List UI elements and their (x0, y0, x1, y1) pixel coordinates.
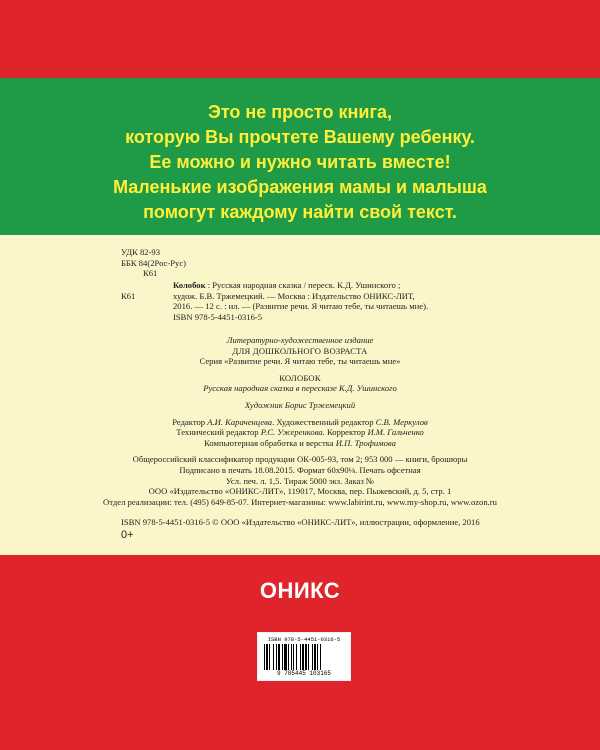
editors-line-2: Технический редактор Р.С. Ужеренкова. Корректор И.М. Гальченко (176, 427, 424, 438)
promo-line: Это не просто книга, (208, 102, 392, 122)
editors-line-3: Компьютерная обработка и верстка И.П. Трофимова (204, 437, 396, 448)
barcode-isbn: ISBN 978-5-4451-0316-5 (267, 636, 341, 643)
entry-line-3: 2016. — 12 с. : ил. — (Развитие речи. Я читаю тебе, ты читаешь мне). (173, 301, 429, 312)
promo-line: помогут каждому найти свой текст. (143, 202, 457, 222)
barcode-bar (314, 644, 316, 670)
barcode-bar (278, 644, 280, 670)
entry-line-2: худож. Б.В. Тржемецкий. — Москва : Издательство ОНИКС-ЛИТ, (173, 290, 415, 301)
barcode-bar (284, 644, 287, 670)
barcode-bar (269, 644, 270, 670)
barcode-bar (300, 644, 301, 670)
series-line: Серия «Развитие речи. Я читаю тебе, ты читаешь мне» (199, 356, 401, 367)
entry-isbn: ISBN 978-5-4451-0316-5 (173, 311, 263, 322)
age-rating: 0+ (121, 529, 134, 541)
publisher-line: ООО «Издательство «ОНИКС-ЛИТ», 119017, Москва, пер. Пыжевский, д. 5, стр. 1 (148, 486, 452, 497)
barcode-bar (264, 644, 265, 670)
imprint-panel (0, 235, 600, 555)
sales-line: Отдел реализации: тел. (495) 649-85-07. Интернет-магазины: www.labirint.ru, www.my-shop.ru, www.ozon.ru (103, 496, 497, 507)
book-subtitle: Русская народная сказка в пересказе К.Д. Ушинского (203, 383, 397, 394)
barcode-bar (312, 644, 313, 670)
barcode-bar (305, 644, 307, 670)
publisher-logo: ОНИКС (259, 578, 341, 603)
barcode-bars (264, 644, 346, 670)
barcode-bar (266, 644, 268, 670)
entry-title: Колобок (173, 280, 206, 290)
promo-line: Ее можно и нужно читать вместе! (149, 152, 451, 172)
barcode-bar (308, 644, 309, 670)
barcode-bar (296, 644, 297, 670)
barcode-bar (293, 644, 294, 670)
barcode-bar (288, 644, 289, 670)
print-date-line: Подписано в печать 18.08.2015. Формат 60x90⅛. Печать офсетная (179, 464, 421, 475)
copyright-line: ISBN 978-5-4451-0316-5 © ООО «Издательство «ОНИКС-ЛИТ», иллюстрации, оформление, 2016 (121, 517, 480, 527)
barcode-bar (282, 644, 283, 670)
editors-line-1: Редактор А.И. Караченцева. Художественный редактор С.В. Меркулов (172, 416, 428, 427)
barcode-bar (291, 644, 292, 670)
author-mark-left: К61 (121, 291, 136, 301)
classification-codes (121, 247, 186, 279)
barcode-bar (302, 644, 304, 670)
barcode (257, 632, 351, 681)
barcode-digits: 9 785445 103165 (276, 670, 331, 677)
book-title: КОЛОБОК (279, 372, 321, 383)
promo-line: Маленькие изображения мамы и малыша (113, 177, 487, 197)
top-red-band (0, 0, 600, 78)
promo-text (0, 100, 600, 225)
artist-line: Художник Борис Тржемецкий (244, 399, 356, 410)
imprint-block (0, 335, 600, 507)
classifier-line: Общероссийский классификатор продукции ОК-005-93, том 2; 953 000 — книги, брошюры (132, 454, 468, 465)
udk-code: УДК 82-93 (121, 247, 161, 257)
barcode-bar (317, 644, 318, 670)
bbk-code: ББК 84(2Рос-Рус) (121, 257, 187, 268)
promo-line: которую Вы прочтете Вашему ребенку. (125, 127, 475, 147)
print-run-line: Усл. печ. л. 1,5. Тираж 5000 экз. Заказ № (225, 475, 375, 486)
author-mark: К61 (143, 268, 158, 279)
entry-line-1: : Русская народная сказка / переск. К.Д. Ушинского ; (205, 280, 401, 290)
catalog-entry (173, 280, 493, 322)
barcode-bar (273, 644, 274, 670)
barcode-bar (320, 644, 321, 670)
barcode-bar (276, 644, 277, 670)
genre-line: Литературно-художественное издание (226, 335, 374, 345)
age-group-line: ДЛЯ ДОШКОЛЬНОГО ВОЗРАСТА (232, 345, 368, 356)
